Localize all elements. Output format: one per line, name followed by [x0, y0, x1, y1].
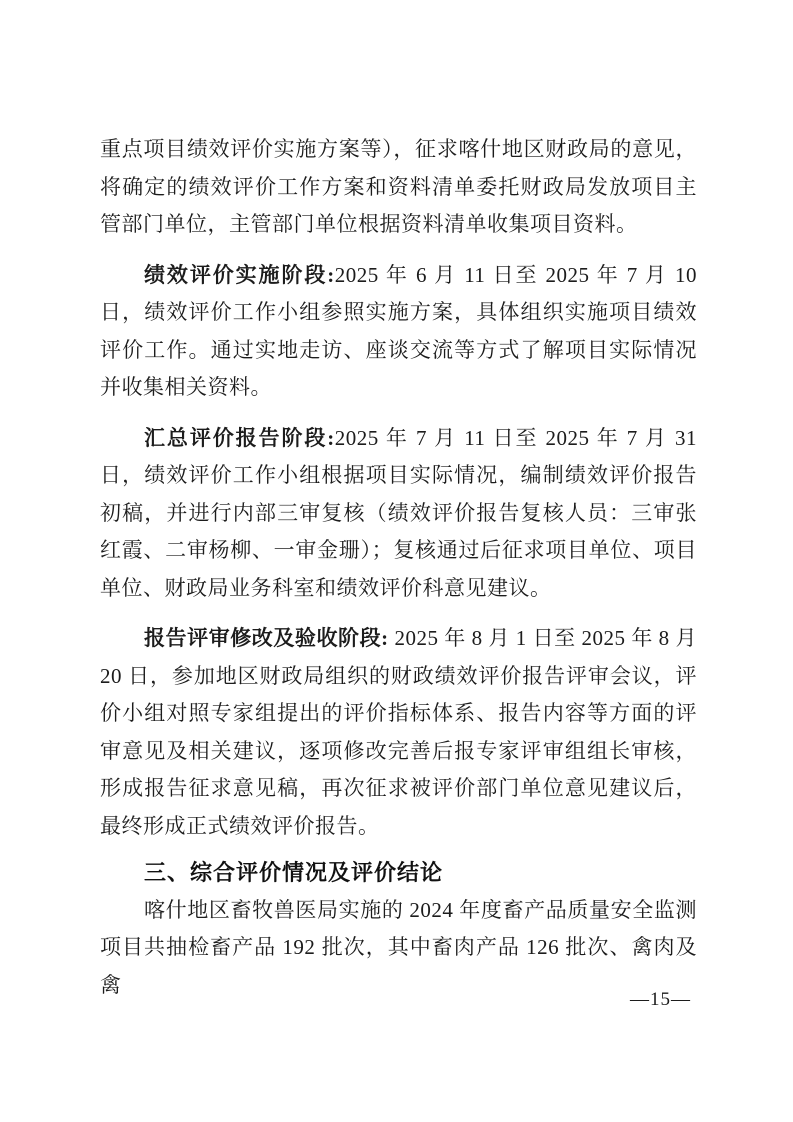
paragraph-summary-report-stage — [100, 420, 697, 608]
paragraph-lead-label: 绩效评价实施阶段: — [144, 262, 335, 287]
paragraph-plan-continuation — [100, 131, 697, 244]
page-number: —15— — [630, 989, 691, 1010]
paragraph-lead-label: 报告评审修改及验收阶段: — [144, 626, 395, 650]
paragraph-implementation-stage — [100, 257, 697, 407]
paragraph-text: 喀什地区畜牧兽医局实施的 2024 年度畜产品质量安全监测项目共抽检畜产品 192 批次，其中畜肉产品 126 批次、禽肉及禽 — [100, 897, 697, 997]
paragraph-lead-label: 汇总评价报告阶段: — [144, 425, 335, 450]
paragraph-conclusion-intro — [100, 892, 697, 1005]
paragraph-text: 2025 年 8 月 1 日至 2025 年 8 月 20 日，参加地区财政局组织的财政绩效评价报告评审会议，评价小组对照专家组提出的评价指标体系、报告内容等方面的评审意见及相关建议，逐项修改完善后报专家评审组组长审核，形成报告征求意见稿，再次征求被评价部门单位意见建议后，最终形成正式绩效评价报告。 — [100, 626, 697, 838]
paragraph-review-revision-stage — [100, 620, 697, 845]
paragraph-text: 2025 年 6 月 11 日至 2025 年 7 月 10 日，绩效评价工作小组参照实施方案，具体组织实施项目绩效评价工作。通过实地走访、座谈交流等方式了解项目实际情况并收集相关资料。 — [100, 262, 697, 399]
page-content — [100, 131, 697, 1004]
paragraph-text: 重点项目绩效评价实施方案等），征求喀什地区财政局的意见，将确定的绩效评价工作方案和资料清单委托财政局发放项目主管部门单位，主管部门单位根据资料清单收集项目资料。 — [100, 137, 697, 236]
section-heading: 三、综合评价情况及评价结论 — [144, 860, 444, 885]
paragraph-text: 2025 年 7 月 11 日至 2025 年 7 月 31 日，绩效评价工作小组根据项目实际情况，编制绩效评价报告初稿，并进行内部三审复核（绩效评价报告复核人员：三审张红霞、二审杨柳、一审金珊）；复核通过后征求项目单位、项目单位、财政局业务科室和绩效评价科意见建议。 — [100, 425, 697, 600]
